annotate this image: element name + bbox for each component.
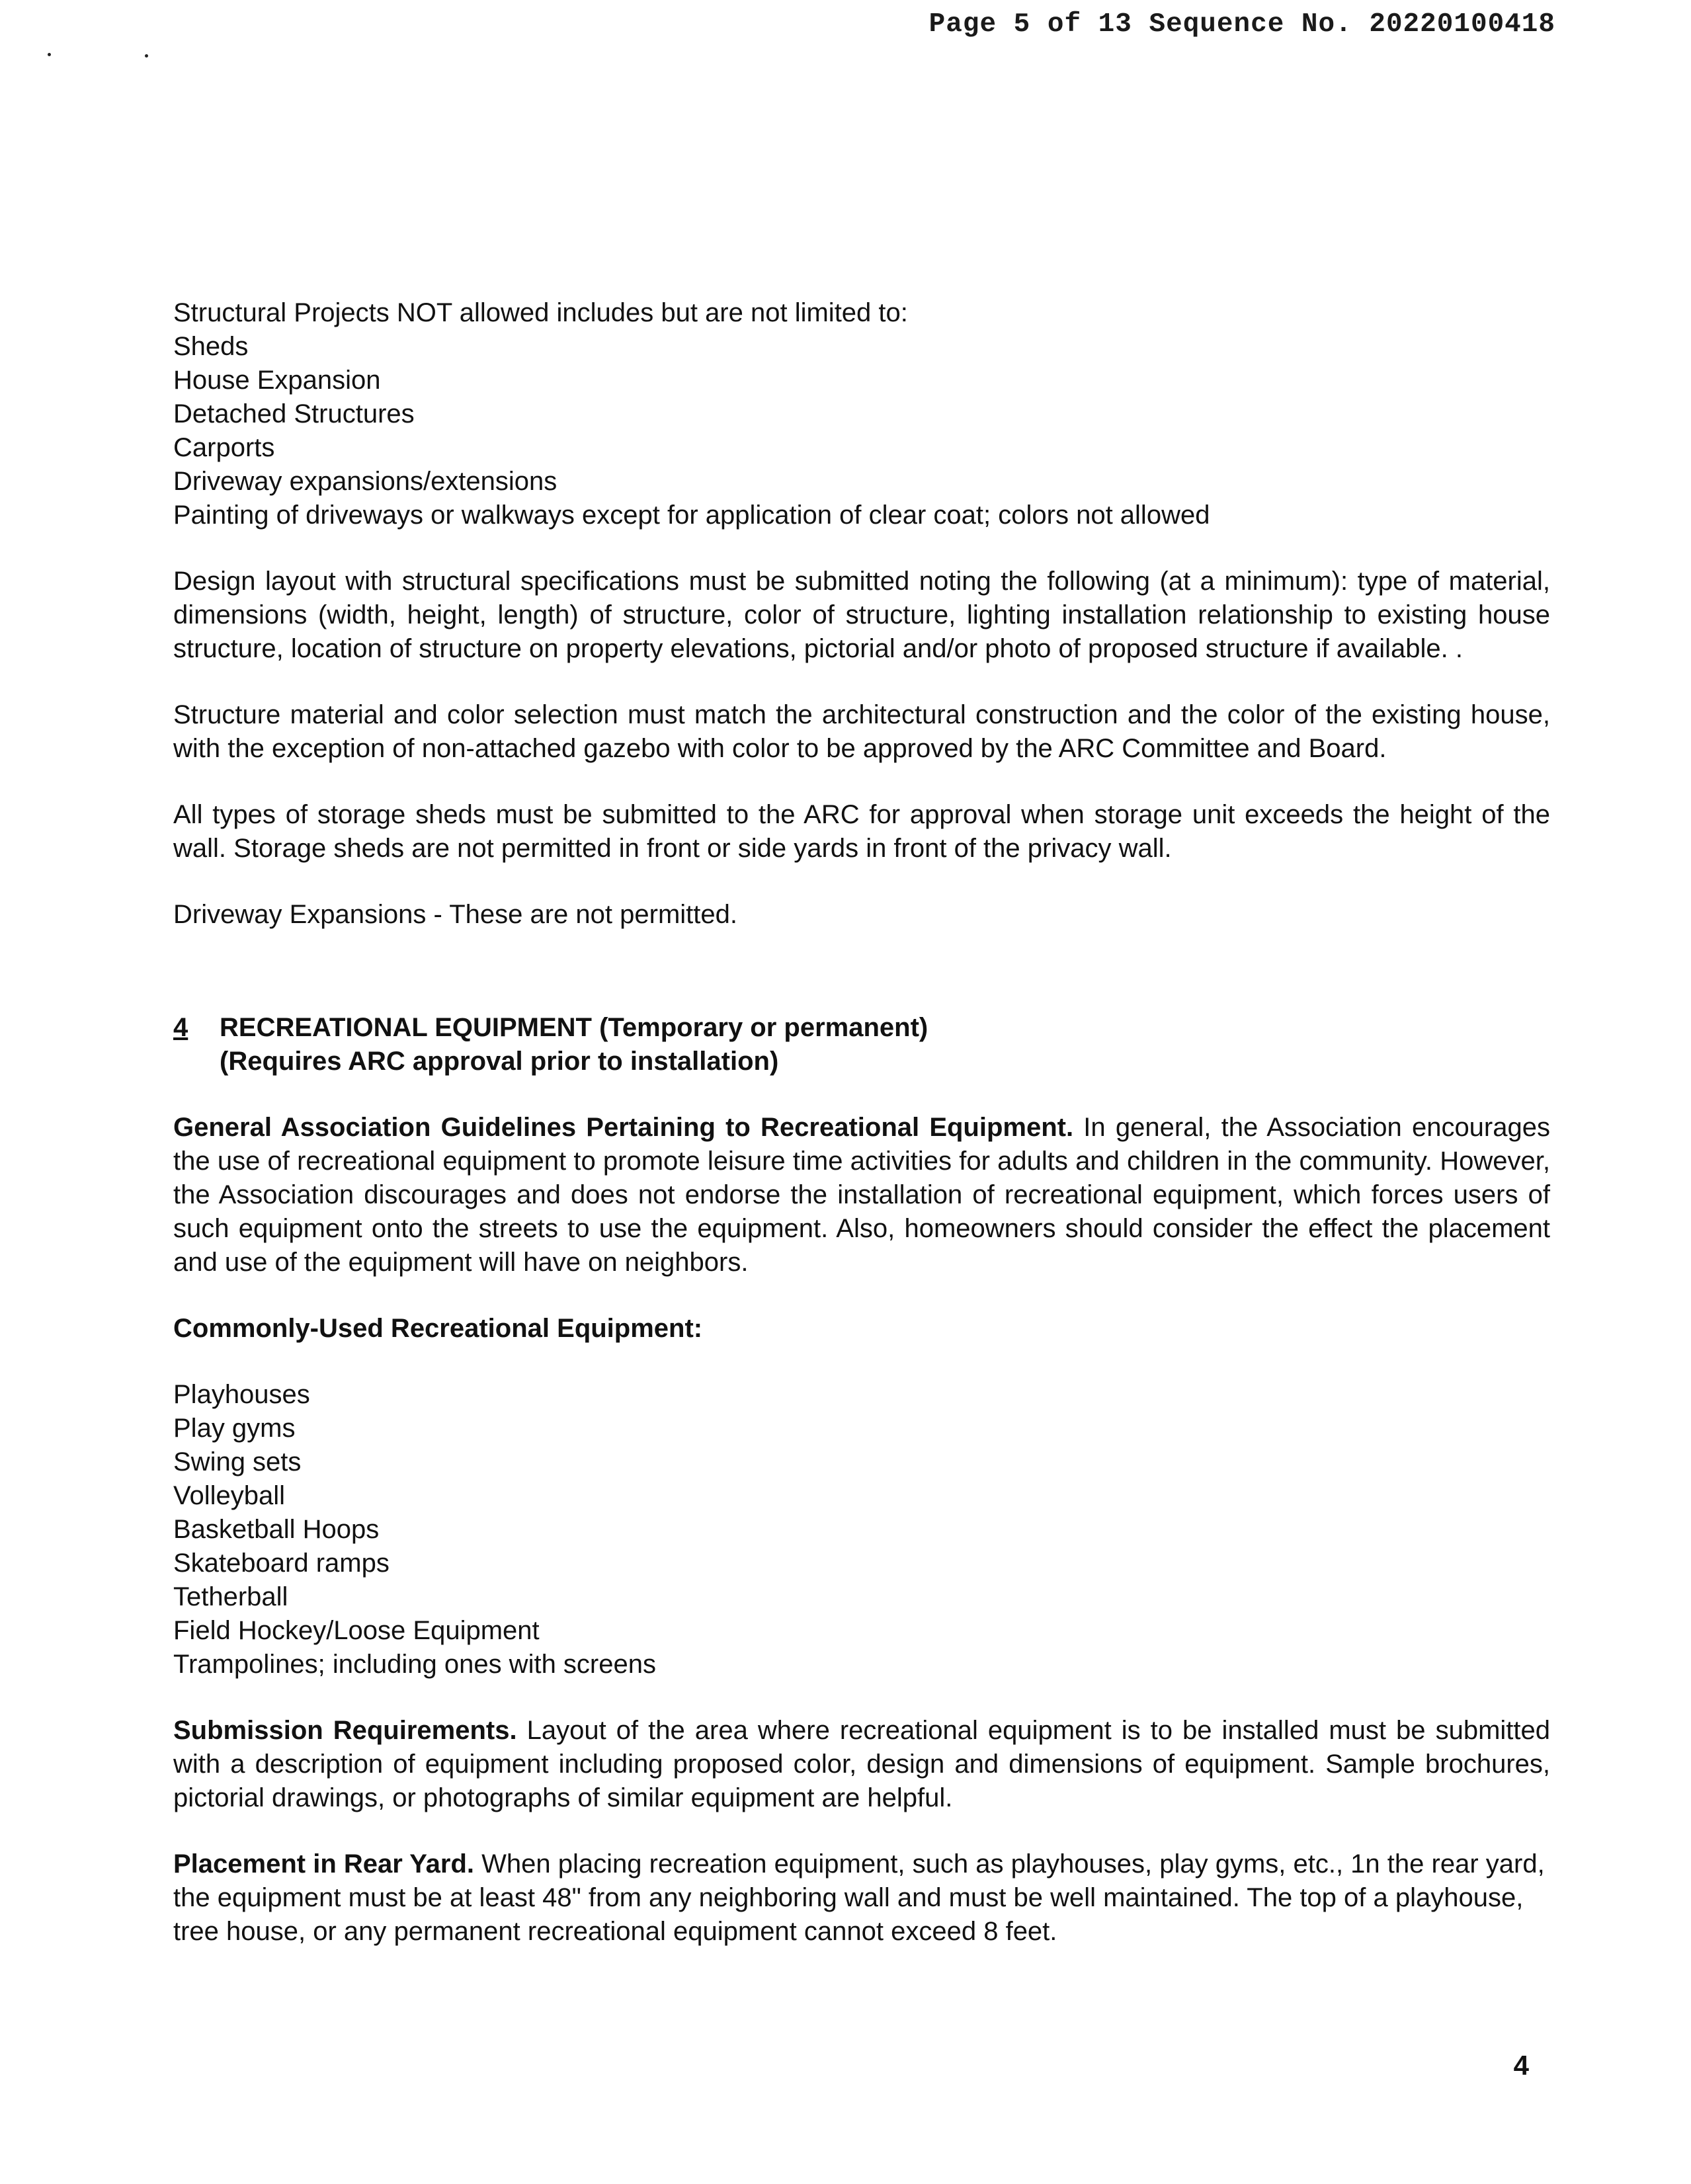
section-number: 4 (173, 1013, 188, 1042)
general-guidelines-heading: General Association Guidelines Pertaining to Recreational Equipment. (173, 1113, 1074, 1142)
placement-text: When placing recreation equipment, such as playhouses, play gyms, etc., 1n the rear yard, the equipment must be at least 48" from any neighboring wall and must be well maintained. The top of a playhouse, tree house, or any permanent recreational equipment cannot exceed 8 feet. (173, 1849, 1545, 1946)
submission-text: Layout of the area where recreational equipment is to be installed must be submitted with a description of equipment including proposed color, design and dimensions of equipment. Sample brochures, pictorial drawings, or photographs of similar equipment are helpful. (173, 1716, 1550, 1812)
page-sequence-header: Page 5 of 13 Sequence No. 20220100418 (928, 9, 1555, 40)
list-item: Swing sets (173, 1447, 302, 1476)
material-color-paragraph: Structure material and color selection must match the architectural construction and the color of the existing house, with the exception of non-attached gazebo with color to be approved by the ARC Committee and Board. (173, 700, 1550, 763)
driveway-paragraph: Driveway Expansions - These are not permitted. (173, 900, 737, 929)
design-layout-paragraph: Design layout with structural specifications must be submitted noting the following (at a minimum): type of material, dimensions (width, height, length) of structure, color of structure, lighting installation relationship to existing house structure, location of structure on property elevations, pictorial and/or photo of proposed structure if available. . (173, 567, 1550, 663)
list-item: Playhouses (173, 1380, 310, 1409)
storage-sheds-paragraph: All types of storage sheds must be submitted to the ARC for approval when storage unit exceeds the height of the wall. Storage sheds are not permitted in front or side yards in front of the privacy wall. (173, 800, 1550, 863)
list-item: Driveway expansions/extensions (173, 467, 557, 496)
list-item: Carports (173, 433, 275, 462)
equipment-list (173, 1378, 1550, 1681)
list-item: Field Hockey/Loose Equipment (173, 1616, 540, 1645)
list-item: Play gyms (173, 1414, 296, 1443)
page-number: 4 (1513, 2050, 1529, 2081)
list-item: Trampolines; including ones with screens (173, 1650, 656, 1679)
list-item: Basketball Hoops (173, 1515, 380, 1544)
section-subtitle: (Requires ARC approval prior to installation) (220, 1047, 779, 1076)
general-guidelines-text: In general, the Association encourages the use of recreational equipment to promote leisure time activities for adults and children in the community. However, the Association discourages and does not endorse the installation of recreational equipment, which forces users of such equipment onto the streets to use the equipment. Also, homeowners should consider the effect the placement and use of the equipment will have on neighbors. (173, 1113, 1550, 1277)
common-equipment-heading: Commonly-Used Recreational Equipment: (173, 1314, 703, 1343)
list-item: Detached Structures (173, 399, 415, 428)
general-guidelines-paragraph (173, 1111, 1550, 1279)
structural-not-allowed-list (173, 330, 1550, 532)
list-item: Skateboard ramps (173, 1549, 390, 1578)
list-item: Painting of driveways or walkways except for application of clear coat; colors not allowed (173, 501, 1210, 530)
list-item: House Expansion (173, 366, 381, 395)
document-body (173, 296, 1550, 1949)
scan-speck (145, 54, 148, 58)
submission-heading: Submission Requirements. (173, 1716, 517, 1745)
list-item: Volleyball (173, 1481, 286, 1510)
list-item: Sheds (173, 332, 249, 361)
structural-intro: Structural Projects NOT allowed includes but are not limited to: (173, 298, 908, 327)
placement-paragraph (173, 1847, 1550, 1949)
list-item: Tetherball (173, 1582, 288, 1611)
submission-requirements-paragraph (173, 1714, 1550, 1815)
section-4-heading (173, 1011, 1550, 1078)
section-title: RECREATIONAL EQUIPMENT (Temporary or permanent) (220, 1013, 928, 1042)
scan-speck (48, 53, 51, 56)
section-title-block (220, 1011, 928, 1078)
placement-heading: Placement in Rear Yard. (173, 1849, 475, 1879)
